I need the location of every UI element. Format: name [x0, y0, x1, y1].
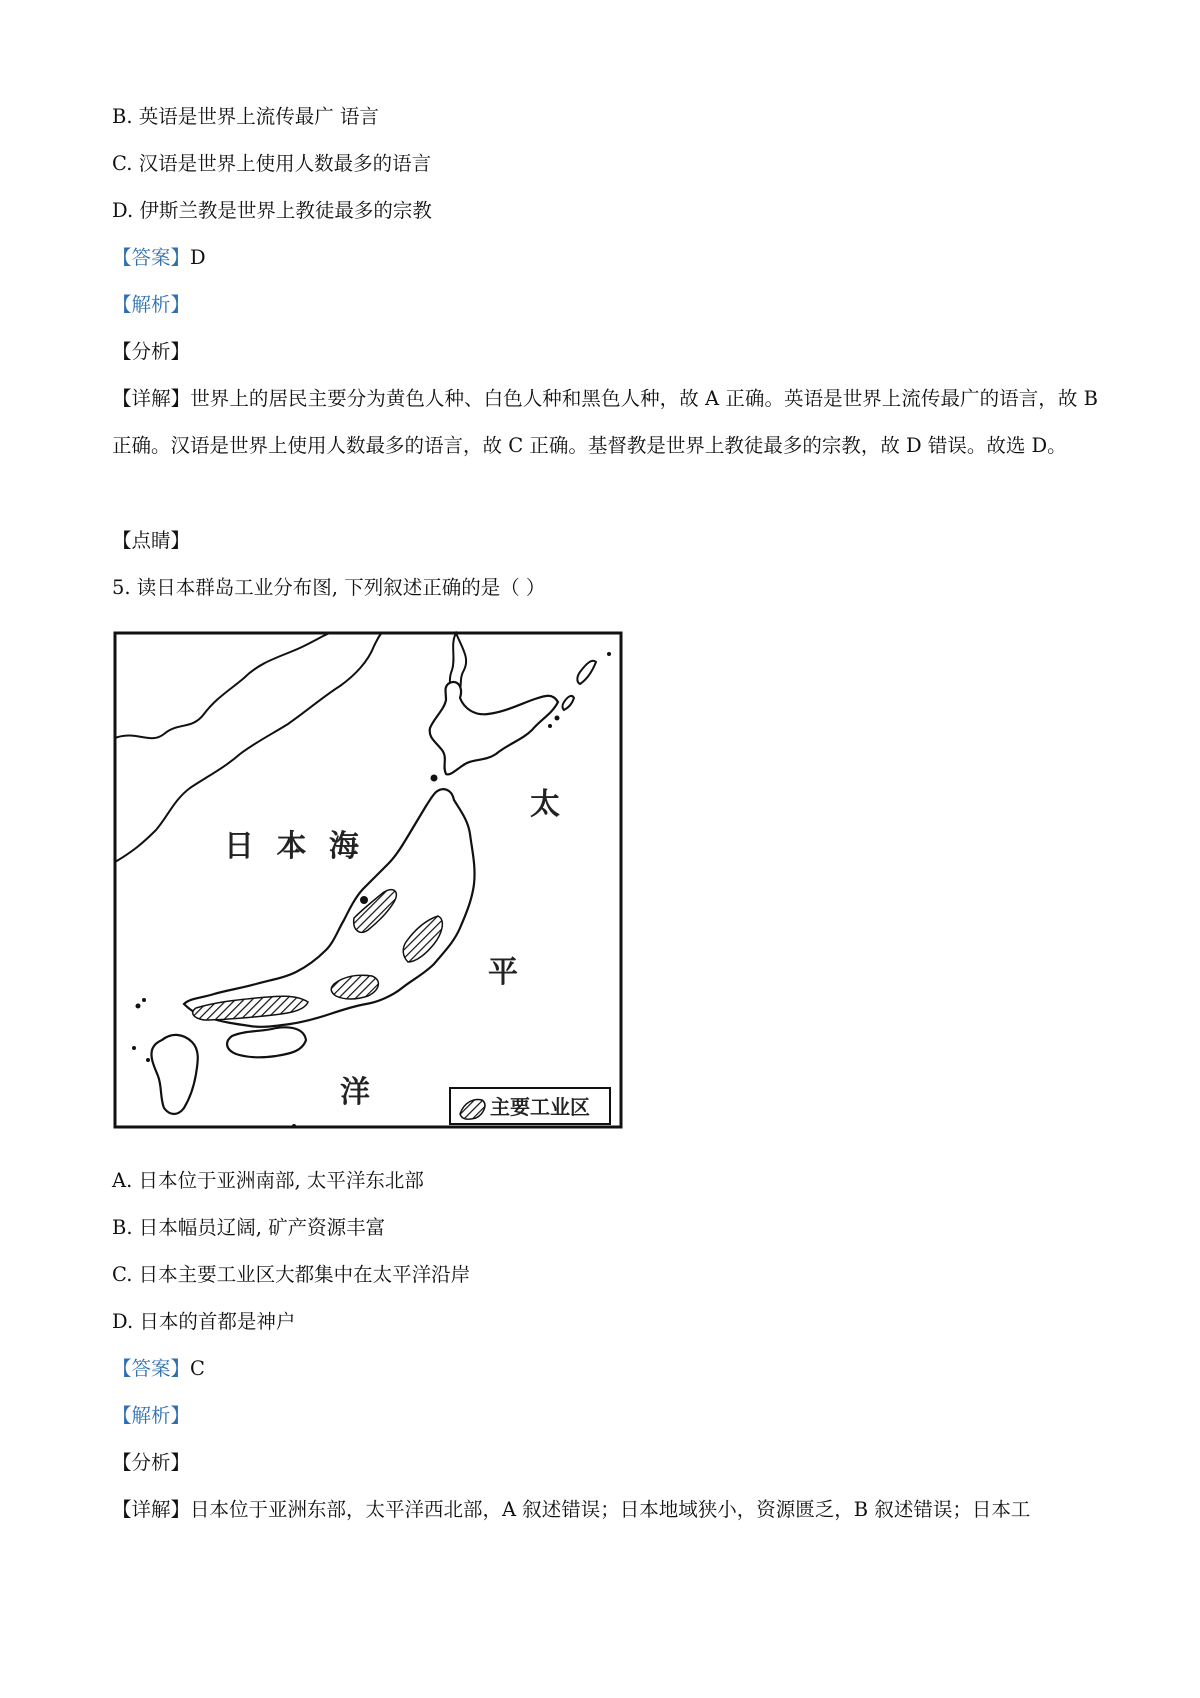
ocean-label-yang: 洋	[340, 1075, 370, 1110]
q5-answer-label: 【答案】	[112, 1357, 191, 1380]
japan-industry-map	[112, 630, 624, 1130]
q4-dianjing-label: 【点睛】	[112, 529, 191, 552]
map-legend	[450, 1088, 610, 1124]
q5-answer	[112, 1356, 205, 1382]
q5-question: 5. 读日本群岛工业分布图, 下列叙述正确的是（ ）	[112, 576, 546, 599]
q5-detail	[112, 1497, 1030, 1523]
q4-answer	[112, 245, 206, 271]
ocean-label-ping: 平	[488, 955, 518, 990]
q4-option-d: D. 伊斯兰教是世界上教徒最多的宗教	[112, 199, 432, 222]
q5-fenxi-label: 【分析】	[112, 1451, 191, 1474]
q4-answer-label: 【答案】	[112, 246, 191, 269]
q4-detail-text: 世界上的居民主要分为黄色人种、白色人种和黑色人种，故 A 正确。英语是世界上流传最广的语言，故 B 正确。汉语是世界上使用人数最多的语言，故 C 正确。基督教是世界上教徒最多的宗教，故 D 错误。故选 D。	[112, 387, 1098, 457]
q5-option-c: C. 日本主要工业区大都集中在太平洋沿岸	[112, 1263, 471, 1286]
q5-option-b: B. 日本幅员辽阔, 矿产资源丰富	[112, 1216, 386, 1239]
q5-detail-label: 【详解】	[112, 1498, 191, 1521]
q5-detail-text: 日本位于亚洲东部，太平洋西北部，A 叙述错误；日本地域狭小，资源匮乏，B 叙述错误；日本工	[190, 1498, 1031, 1521]
q4-option-c: C. 汉语是世界上使用人数最多的语言	[112, 152, 432, 175]
legend-label: 主要工业区	[490, 1095, 590, 1119]
q4-answer-value: D	[190, 246, 206, 269]
q4-analysis-label: 【解析】	[112, 293, 191, 316]
ocean-label-tai: 太	[530, 787, 560, 822]
q5-option-d: D. 日本的首都是神户	[112, 1310, 296, 1333]
q5-analysis-label: 【解析】	[112, 1404, 191, 1427]
q4-detail	[112, 375, 1098, 469]
q4-option-b: B. 英语是世界上流传最广 语言	[112, 105, 379, 128]
q5-answer-value: C	[190, 1357, 205, 1380]
sea-label: 日 本 海	[224, 829, 365, 864]
q4-detail-label: 【详解】	[112, 387, 191, 410]
q4-fenxi-label: 【分析】	[112, 340, 191, 363]
q5-option-a: A. 日本位于亚洲南部, 太平洋东北部	[112, 1169, 424, 1192]
